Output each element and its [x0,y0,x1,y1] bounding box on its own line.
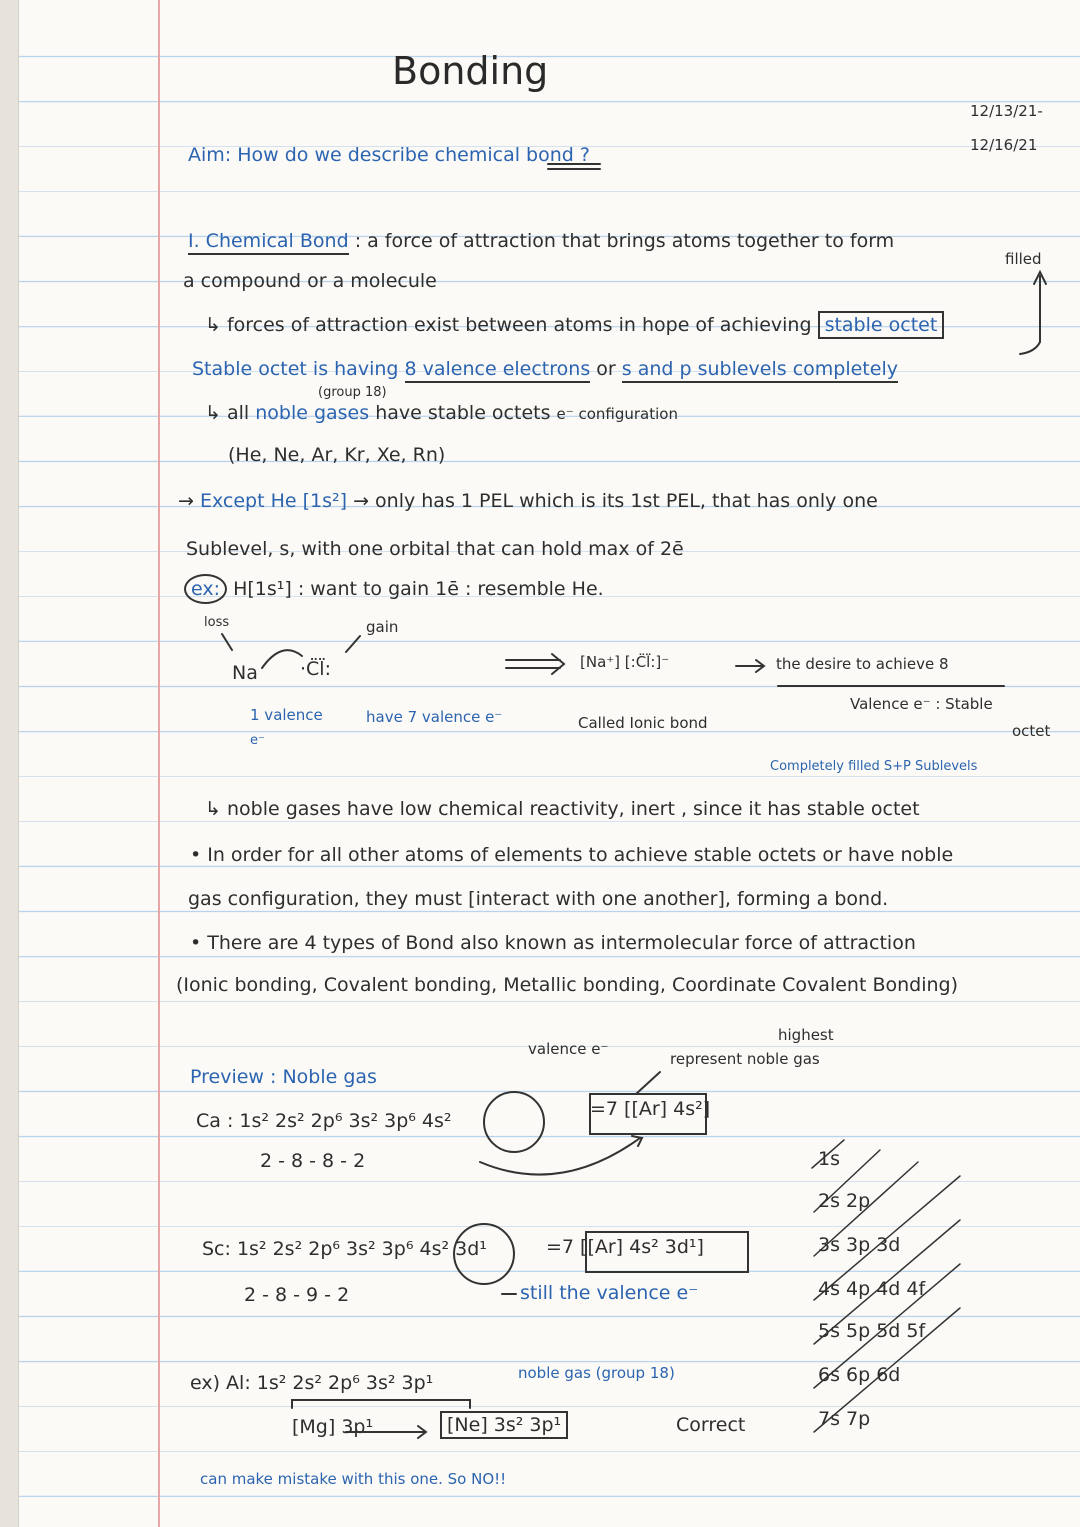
valence-e-note: valence e⁻ [528,1040,609,1058]
al-configuration: ex) Al: 1s² 2s² 2p⁶ 3s² 3p¹ [190,1372,434,1394]
ca-shorthand: =7 [[Ar] 4s²] [590,1098,711,1120]
arrow-icon: → [178,490,194,512]
sodium-symbol: Na [232,662,258,684]
stable-octet-box: stable octet [818,311,945,339]
ne-config-box: [Ne] 3s² 3p¹ [440,1411,568,1439]
preview-label: Preview : Noble gas [190,1066,377,1088]
aim-statement: Aim: How do we describe chemical bond ? [188,144,590,166]
completely-filled-note: Completely filled S+P Sublevels [770,759,978,774]
date-end: 12/16/21 [970,136,1038,154]
sc-configuration: Sc: 1s² 2s² 2p⁶ 3s² 3p⁶ 4s² 3d¹ [202,1238,487,1260]
types-list: (Ionic bonding, Covalent bonding, Metallic bonding, Coordinate Covalent Bonding) [176,974,958,996]
ca-shells: 2 - 8 - 8 - 2 [260,1150,366,1172]
ca-configuration: Ca : 1s² 2s² 2p⁶ 3s² 3p⁶ 4s² [196,1110,452,1132]
aufbau-row-1: 1s [818,1148,840,1170]
sublevel-line: Sublevel, s, with one orbital that can hold max of 2ē [186,538,684,560]
chemical-bond-heading: I. Chemical Bond [188,230,349,255]
seven-valence-label: have 7 valence e⁻ [366,708,503,726]
arrow-icon: ↳ [205,798,227,820]
octet-text: octet [1012,722,1051,740]
page-title: Bonding [392,49,549,93]
filled-bracket [1020,276,1040,354]
chlorine-symbol: ·C̈l̈: [300,658,331,680]
electron-transfer-arrow [262,650,302,668]
except-text: only has 1 PEL which is its 1st PEL, that has only one [375,490,878,512]
group-18-note: (group 18) [318,385,387,400]
arrow-icon: ↳ [205,402,227,424]
definition-line-2: a compound or a molecule [183,270,437,292]
loss-label: loss [204,615,230,630]
sp-sublevels: s and p sublevels completely [622,358,898,383]
arrow-icon: ↳ [205,314,227,336]
sc-shells: 2 - 8 - 9 - 2 [244,1284,350,1306]
order-line-2: gas configuration, they must [interact with one another], forming a bond. [188,888,889,910]
chemical-bond-def-text: : a force of attraction that brings atoms together to form [354,230,895,252]
noble-all: all [226,402,250,424]
or-word: or [596,358,616,380]
still-valence-note: still the valence e⁻ [520,1282,699,1304]
sc-shorthand: =7 [[Ar] 4s² 3d¹] [546,1236,704,1258]
aufbau-row-3: 3s 3p 3d [818,1234,901,1256]
bullet-icon: • [190,844,208,866]
ex-text: H[1s¹] : want to gain 1ē : resemble He. [233,578,604,600]
types-text: There are 4 types of Bond also known as intermolecular force of attraction [207,932,916,954]
forces-text: forces of attraction exist between atoms in hope of achieving [226,314,812,336]
mg-wrong: [Mg] 3p¹ [292,1416,374,1438]
one-valence-e: e⁻ [250,733,265,748]
noble-gas-list: (He, Ne, Ar, Kr, Xe, Rn) [228,444,446,466]
desire-text: the desire to achieve 8 [776,655,949,673]
represent-note: represent noble gas [670,1050,820,1068]
noble-low-text: noble gases have low chemical reactivity, inert , since it has stable octet [226,798,920,820]
aufbau-row-7: 7s 7p [818,1408,871,1430]
aufbau-row-6: 6s 6p 6d [818,1364,901,1386]
filled-note: filled [1005,250,1042,268]
ex-label: ex: [184,574,227,604]
one-valence-label: 1 valence [250,706,323,724]
aufbau-row-2: 2s 2p [818,1190,871,1212]
eight-valence: 8 valence electrons [405,358,591,383]
correct-label: Correct [676,1414,746,1436]
gain-label: gain [366,618,399,636]
noble-config: e⁻ configuration [556,405,678,423]
noble-stable: have stable octets [375,402,551,424]
mistake-note: can make mistake with this one. So NO!! [200,1470,507,1488]
bullet-icon: • [190,932,208,954]
aufbau-row-5: 5s 5p 5d 5f [818,1320,926,1342]
noble-gas-group-note: noble gas (group 18) [518,1364,675,1382]
stable-octet-term: Stable octet is having [192,358,399,380]
aufbau-row-4: 4s 4p 4d 4f [818,1278,926,1300]
order-text-a: In order for all other atoms of elements to achieve stable octets or have noble [207,844,954,866]
highest-note: highest [778,1026,834,1044]
except-he: Except He [1s²] [199,490,348,512]
date-start: 12/13/21- [970,102,1043,120]
ionic-bond-label: Called Ionic bond [578,714,708,732]
ionic-result: [Na⁺] [:C̈l̈:]⁻ [580,653,670,671]
valence-stable-text: Valence e⁻ : Stable [850,695,993,713]
arrow-icon: → [353,490,376,512]
noble-gases-term: noble gases [255,402,370,424]
